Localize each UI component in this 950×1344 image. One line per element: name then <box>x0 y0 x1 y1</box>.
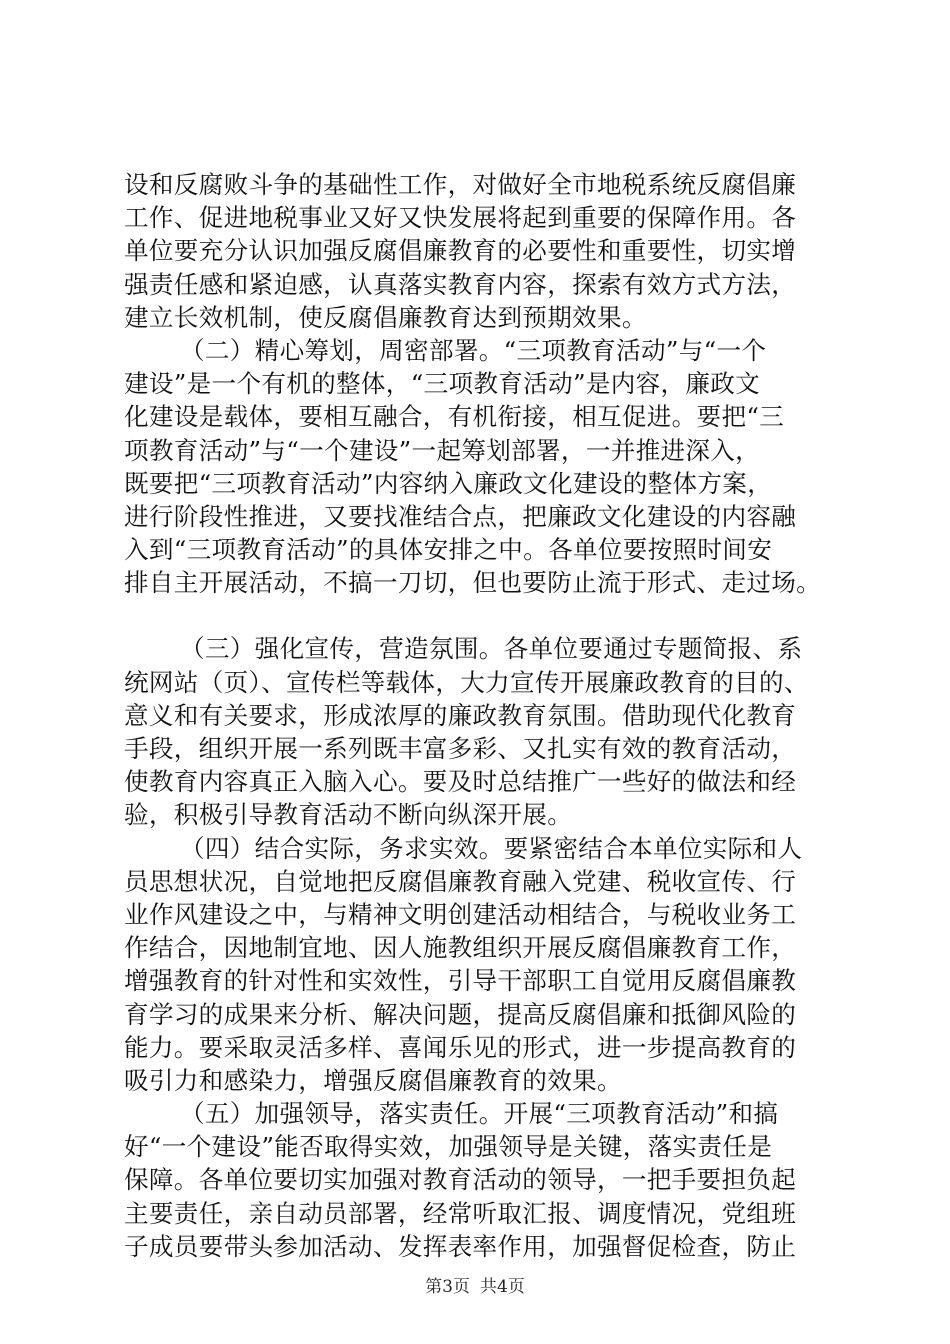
paragraph-four <box>124 832 836 1098</box>
text-line: 项教育活动”与“一个建设”一起筹划部署，一并推进深入， <box>124 435 761 465</box>
page-number: 第3页 <box>425 1277 470 1297</box>
text-line: 子成员要带头参加活动、发挥表率作用，加强督促检查，防止 <box>124 1231 797 1261</box>
text-line: 化建设是载体，要相互融合，有机衔接，相互促进。要把“三 <box>124 402 785 432</box>
text-line: （五）加强领导，落实责任。开展“三项教育活动”和搞 <box>180 1099 779 1129</box>
text-line: 建设”是一个有机的整体，“三项教育活动”是内容，廉政文 <box>124 369 761 399</box>
paragraph-two <box>124 334 836 600</box>
text-line: 业作风建设之中，与精神文明创建活动相结合，与税收业务工 <box>124 899 797 929</box>
text-line: 强责任感和紧迫感，认真落实教育内容，探索有效方式方法， <box>124 269 797 299</box>
text-line: 保障。各单位要切实加强对教育活动的领导，一把手要担负起 <box>124 1165 797 1195</box>
text-line: 能力。要采取灵活多样、喜闻乐见的形式，进一步提高教育的 <box>124 1032 797 1062</box>
text-line: 单位要充分认识加强反腐倡廉教育的必要性和重要性，切实增 <box>124 236 797 266</box>
text-line: 作结合，因地制宜地、因人施教组织开展反腐倡廉教育工作， <box>124 933 797 963</box>
text-line: 既要把“三项教育活动”内容纳入廉政文化建设的整体方案， <box>124 468 773 498</box>
text-line: 验，积极引导教育活动不断向纵深开展。 <box>124 800 573 830</box>
text-line: 增强教育的针对性和实效性，引导干部职工自觉用反腐倡廉教 <box>124 966 797 996</box>
text-line: 设和反腐败斗争的基础性工作，对做好全市地税系统反腐倡廉 <box>124 170 797 199</box>
text-line: （二）精心筹划，周密部署。“三项教育活动”与“一个 <box>180 335 767 365</box>
text-line: 使教育内容真正入脑入心。要及时总结推广一些好的做法和经 <box>124 767 797 797</box>
text-line: （三）强化宣传，营造氛围。各单位要通过专题简报、系 <box>180 634 803 664</box>
text-line: 主要责任，亲自动员部署，经常听取汇报、调度情况，党组班 <box>124 1198 797 1228</box>
text-line: 进行阶段性推进，又要找准结合点，把廉政文化建设的内容融 <box>124 501 797 531</box>
text-line: 统网站（页）、宣传栏等载体，大力宣传开展廉政教育的目的、 <box>124 667 809 697</box>
paragraph-three <box>124 632 836 831</box>
text-line: 建立长效机制，使反腐倡廉教育达到预期效果。 <box>124 302 647 332</box>
paragraph-five <box>124 1097 836 1263</box>
text-line: 育学习的成果来分析、解决问题，提高反腐倡廉和抵御风险的 <box>124 999 797 1029</box>
text-line: 排自主开展活动，不搞一刀切，但也要防止流于形式、走过场。 <box>124 568 822 598</box>
text-line: 工作、促进地税事业又好又快发展将起到重要的保障作用。各 <box>124 203 797 233</box>
text-line: 意义和有关要求，形成浓厚的廉政教育氛围。借助现代化教育 <box>124 700 797 730</box>
document-body <box>124 168 836 1263</box>
text-line: （四）结合实际，务求实效。要紧密结合本单位实际和人 <box>180 833 803 863</box>
page-total: 共4页 <box>480 1277 525 1297</box>
paragraph-continuation <box>124 168 836 334</box>
text-line: 入到“三项教育活动”的具体安排之中。各单位要按照时间安 <box>124 535 773 565</box>
text-line: 手段，组织开展一系列既丰富多彩、又扎实有效的教育活动， <box>124 734 797 763</box>
paragraph-spacer <box>124 599 836 632</box>
text-line: 吸引力和感染力，增强反腐倡廉教育的效果。 <box>124 1065 622 1095</box>
text-line: 好“一个建设”能否取得实效，加强领导是关键，落实责任是 <box>124 1132 773 1162</box>
text-line: 员思想状况，自觉地把反腐倡廉教育融入党建、税收宣传、行 <box>124 866 797 896</box>
page-footer <box>0 1276 950 1298</box>
